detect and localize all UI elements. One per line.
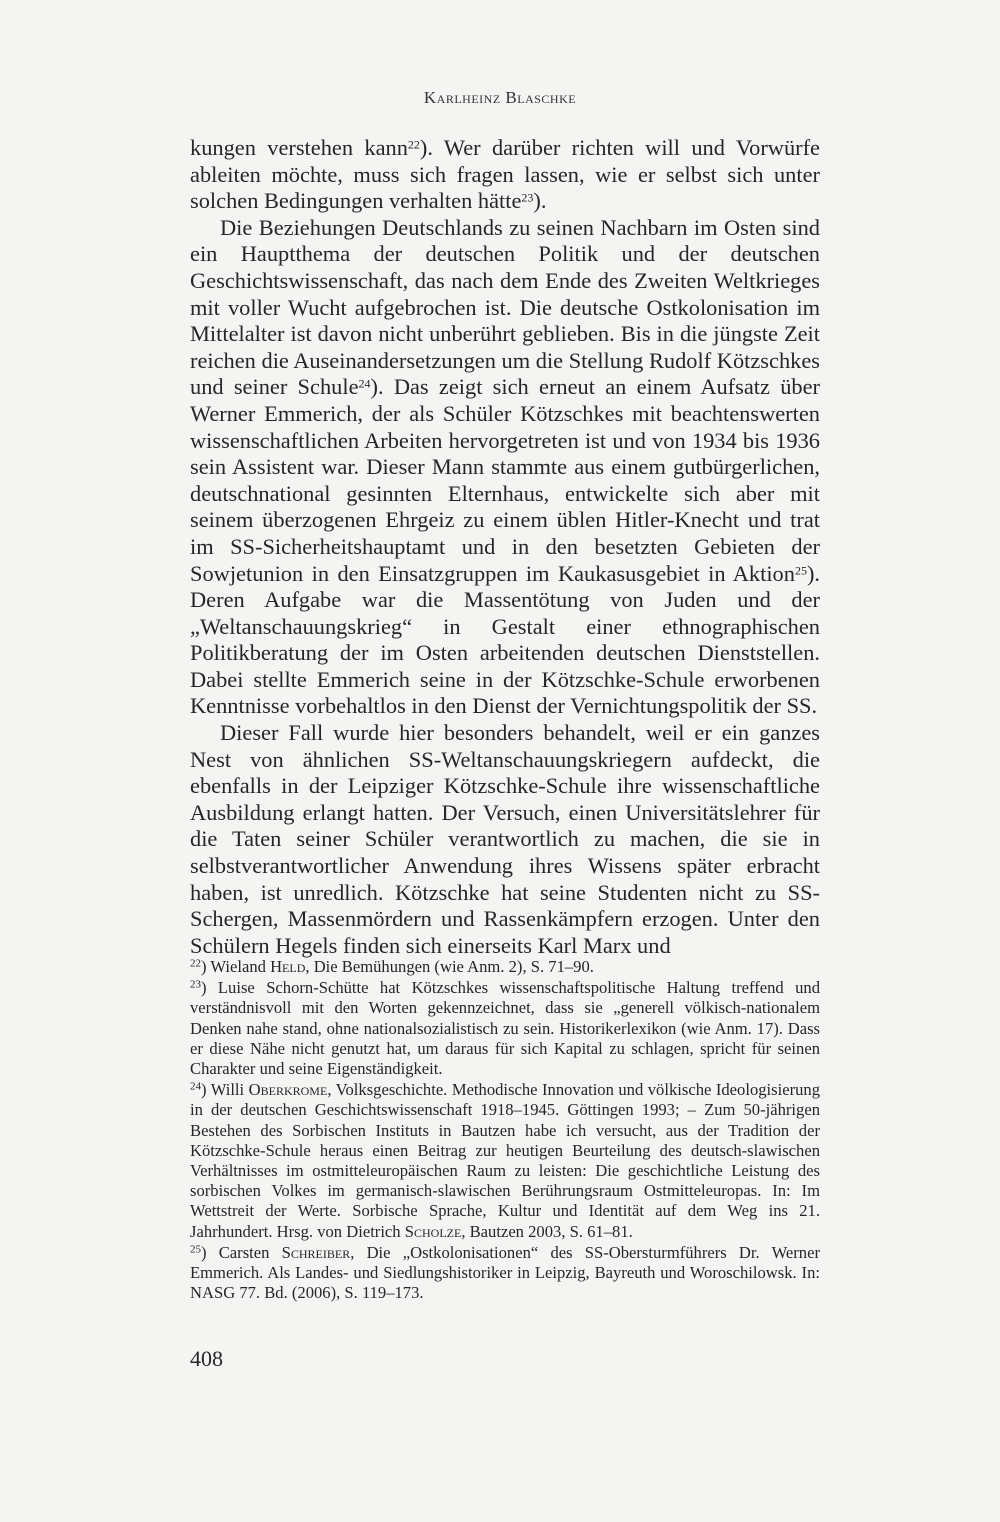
- footnotes: [190, 957, 820, 1304]
- main-text: [190, 135, 820, 959]
- page-number: 408: [190, 1346, 223, 1371]
- footnote-24: $^{24}$) Willi Oberkrome, Volksgeschichte. Methodische Innovation und völkische Ideologisierung in der deutschen Geschichtswissenschaft 1918–1945. Göttingen 1993; – Zum 50-jährigen Bestehen des Sorbischen Instituts in Bautzen habe ich versucht, aus der Tradition der Kötzschke-Schule heraus einen Beitrag zur heutigen Beurteilung des deutsch-slawischen Verhältnisses im ostmitteleuropäischen Raum zu leisten: Die geschichtliche Leistung des sorbischen Volkes im germanisch-slawischen Berührungsraum Ostmitteleuropas. In: Im Wettstreit der Werte. Sorbische Sprache, Kultur und Identität auf dem Weg ins 21. Jahrhundert. Hrsg. von Dietrich Scholze, Bautzen 2003, S. 61–81.: [190, 1080, 820, 1241]
- footnote-22: $^{22}$) Wieland Held, Die Bemühungen (wie Anm. 2), S. 71–90.: [190, 957, 594, 976]
- footnote-ref-23[interactable]: 23: [521, 190, 534, 205]
- paragraph-1: kungen verstehen kann$^{22}$). Wer darüber richten will und Vorwürfe ableiten möchte, muss sich fragen lassen, wie er selbst sich unter solchen Bedingungen verhalten hätte$^{23}$).: [190, 135, 820, 214]
- paragraph-2: Die Beziehungen Deutschlands zu seinen Nachbarn im Osten sind ein Hauptthema der deutschen Politik und der deutschen Geschichtswissenschaft, das nach dem Ende des Zweiten Weltkrieges mit voller Wucht aufgebrochen ist. Die deutsche Ostkolonisation im Mittelalter ist davon nicht unberührt geblieben. Bis in die jüngste Zeit reichen die Auseinandersetzungen um die Stellung Rudolf Kötzschkes und seiner Schule$^{24}$). Das zeigt sich erneut an einem Aufsatz über Werner Emmerich, der als Schüler Kötzschkes mit beachtenswerten wissenschaftlichen Arbeiten hervorgetreten ist und von 1934 bis 1936 sein Assistent war. Dieser Mann stammte aus einem gutbürgerlichen, deutschnational gesinnten Elternhaus, entwickelte sich aber mit seinem überzogenen Ehrgeiz zu einem üblen Hitler-Knecht und trat im SS-Sicherheitshauptamt und in den besetzten Gebieten der Sowjetunion in den Einsatzgruppen im Kaukasusgebiet in Aktion$^{25}$). Deren Aufgabe war die Massentötung von Juden und der „Weltanschauungskrieg“ in Gestalt einer ethnographischen Politikberatung der im Osten arbeitenden deutschen Dienststellen. Dabei stellte Emmerich seine in der Kötzschke-Schule erworbenen Kenntnisse vorbehaltlos in den Dienst der Vernichtungspolitik der SS.: [190, 214, 820, 719]
- footnote-ref-25[interactable]: 25: [794, 562, 807, 577]
- running-head: Karlheinz Blaschke: [423, 88, 577, 107]
- footnote-23: $^{23}$) Luise Schorn-Schütte hat Kötzschkes wissenschaftspolitische Haltung treffend und verständnisvoll mit den Worten gekennzeichnet, dass sie „generell völkisch-nationalem Denken nahe stand, ohne nationalsozialistisch zu sein. Historikerlexikon (wie Anm. 17). Dass er diese Nähe nicht genutzt hat, um daraus für sich Kapital zu schlagen, spricht für seinen Charakter und seine Eigenständigkeit.: [190, 978, 820, 1079]
- footnote-ref-24[interactable]: 24: [358, 376, 371, 391]
- footnote-25: $^{25}$) Carsten Schreiber, Die „Ostkolonisationen“ des SS-Obersturmführers Dr. Werner Emmerich. Als Landes- und Siedlungshistoriker in Leipzig, Bayreuth und Woroschilowsk. In: NASG 77. Bd. (2006), S. 119–173.: [190, 1242, 820, 1303]
- paragraph-3: Dieser Fall wurde hier besonders behandelt, weil er ein ganzes Nest von ähnlichen SS-Weltanschauungskriegern aufdeckt, die ebenfalls in der Leipziger Kötzschke-Schule ihre wissenschaftliche Ausbildung erlangt hatten. Der Versuch, einen Universitätslehrer für die Taten seiner Schüler verantwortlich zu machen, die sie in selbstverantwortlicher Anwendung ihres Wissens später erbracht haben, ist unredlich. Kötzschke hat seine Studenten nicht zu SS-Schergen, Massenmördern und Rassenkämpfern erzogen. Unter den Schülern Hegels finden sich einerseits Karl Marx und: [190, 720, 820, 958]
- footnote-ref-22[interactable]: 22: [407, 137, 420, 152]
